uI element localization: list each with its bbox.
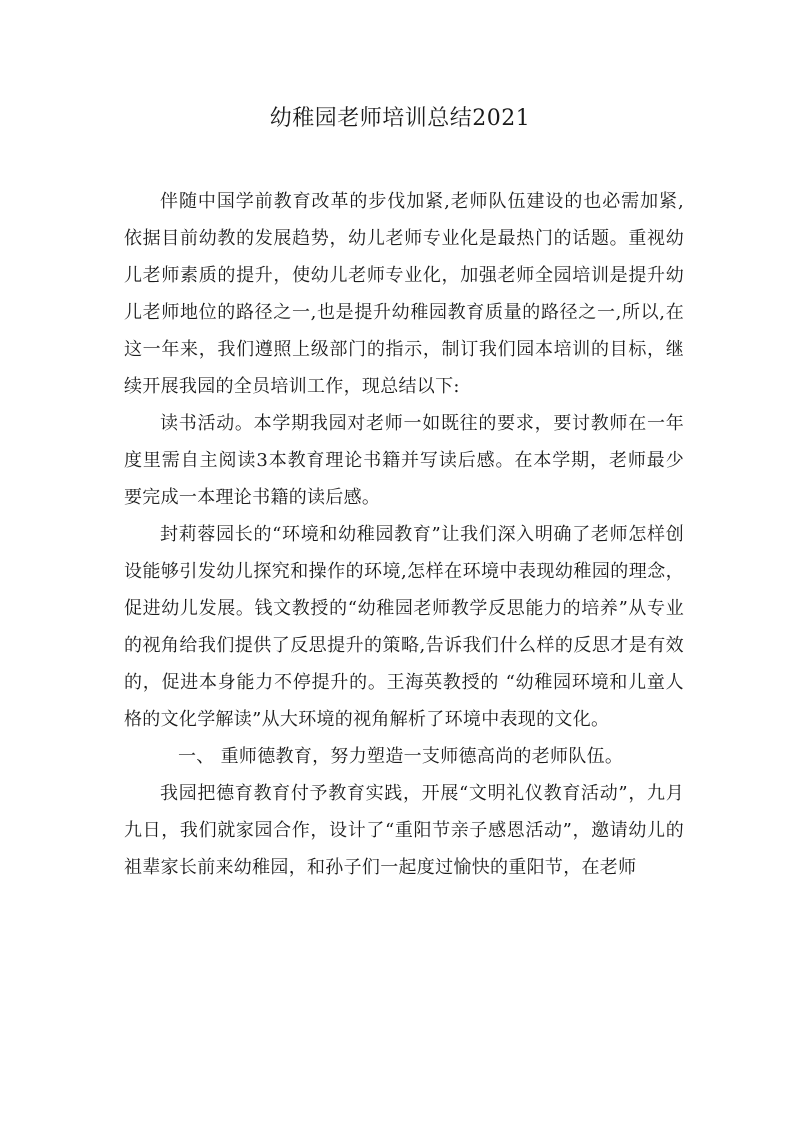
document-title: 幼稚园老师培训总结2021	[269, 106, 531, 131]
section-heading-ethics: 一、 重师德教育，努力塑造一支师德高尚的老师队伍。	[178, 746, 624, 767]
paragraph-intro: 伴随中国学前教育改革的步伐加紧,老师队伍建设的也必需加紧,依据目前幼教的发展趋势，幼儿老师专业化是最热门的话题。重视幼儿老师素质的提升，使幼儿老师专业化，加强老师全园培训是提升幼儿老师地位的路径之一,也是提升幼稚园教育质量的路径之一,所以,在这一年来，我们遵照上级部门的指示，制订我们园本培训的目标，继续开展我园的全员培训工作，现总结以下:	[124, 191, 684, 397]
paragraph-ethics-practice: 我园把德育教育付予教育实践，开展“文明礼仪教育活动”，九月九日，我们就家园合作，设计了“重阳节亲子感恩活动”，邀请幼儿的祖辈家长前来幼稚园，和孙子们一起度过愉快的重阳节，在老师	[124, 783, 684, 878]
paragraph-lectures: 封莉蓉园长的“环境和幼稚园教育”让我们深入明确了老师怎样创设能够引发幼儿探究和操作的环境,怎样在环境中表现幼稚园的理念，促进幼儿发展。钱文教授的“幼稚园老师教学反思能力的培养”从专业的视角给我们提供了反思提升的策略,告诉我们什么样的反思才是有效的，促进本身能力不停提升的。王海英教授的 “幼稚园环境和儿童人格的文化学解读”从大环境的视角解析了环境中表现的文化。	[124, 524, 684, 730]
paragraph-reading-activity: 读书活动。本学期我园对老师一如既往的要求，要讨教师在一年度里需自主阅读3本教育理论书籍并写读后感。在本学期，老师最少要完成一本理论书籍的读后感。	[124, 413, 684, 508]
document-body	[124, 183, 684, 886]
